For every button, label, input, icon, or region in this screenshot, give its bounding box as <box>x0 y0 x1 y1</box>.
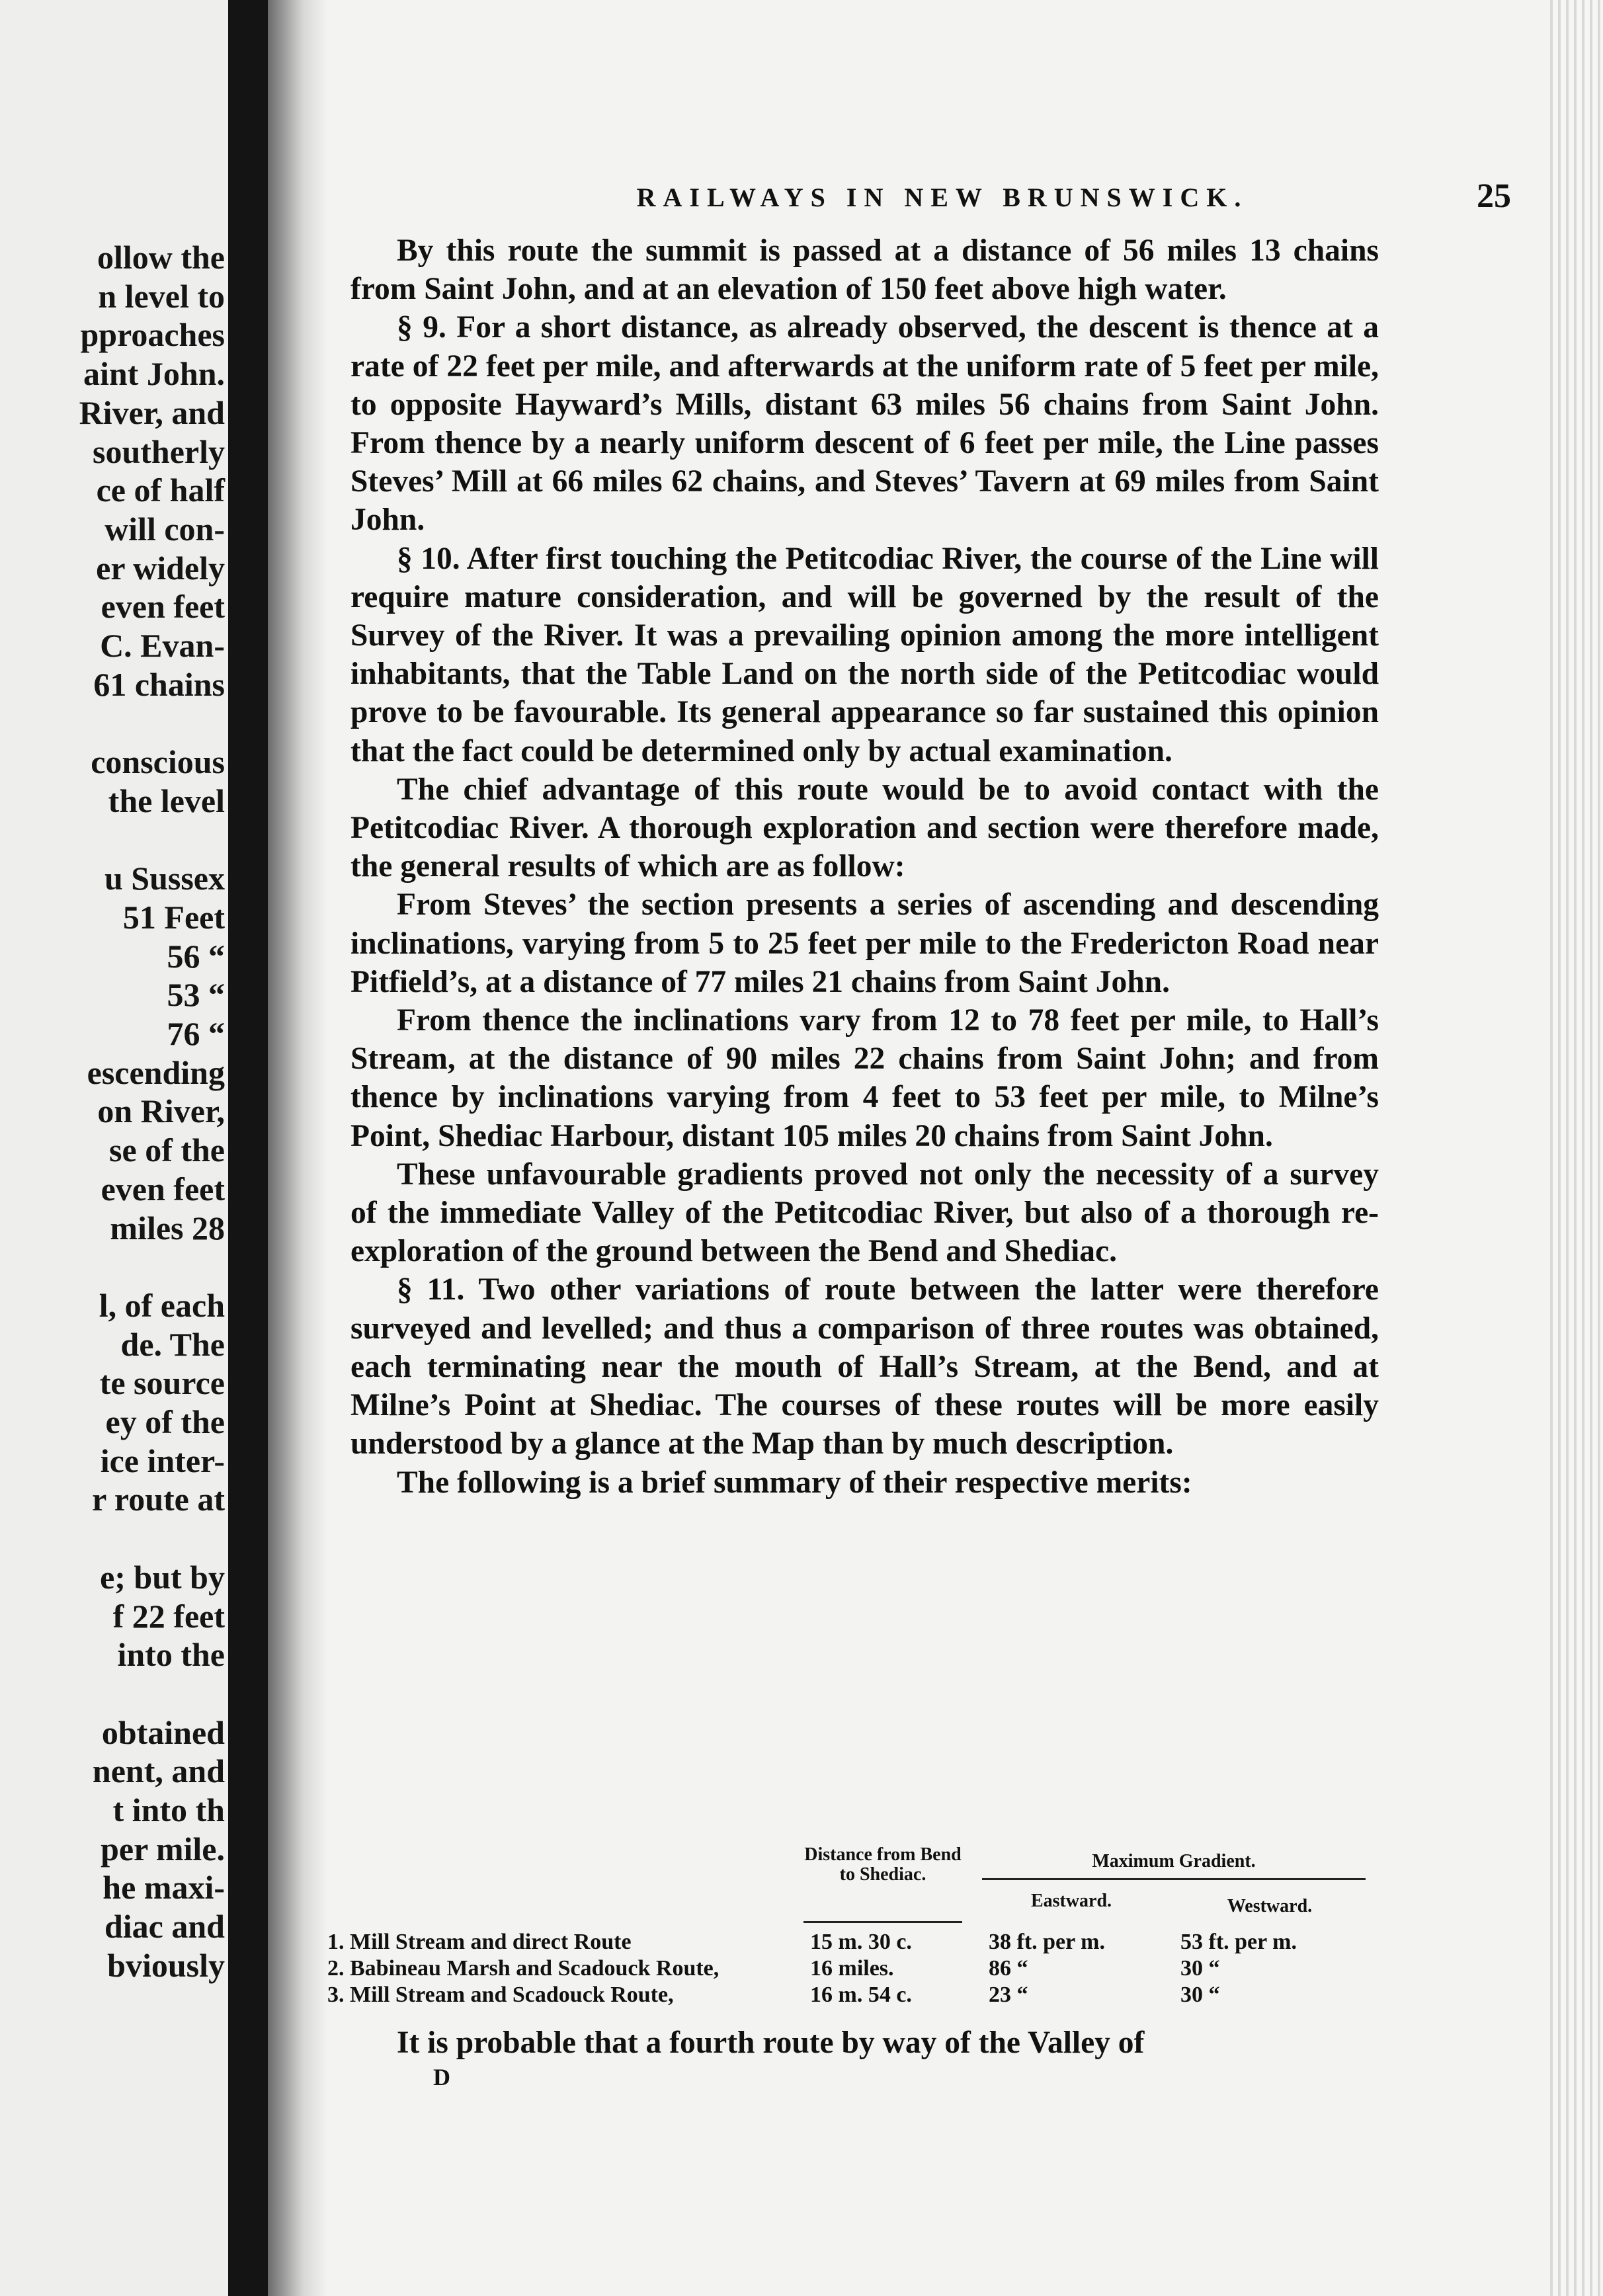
facing-page-line: he maxi- <box>103 1869 225 1906</box>
paragraph: By this route the summit is passed at a distance of 56 miles 13 chains from Saint John, and at an elevation of 150 feet above high water. <box>350 233 1379 307</box>
book-gutter <box>228 0 268 2296</box>
facing-page-line: 56 “ <box>167 937 225 975</box>
route-distance: 16 m. 54 c. <box>810 1983 912 2007</box>
paragraph: The chief advantage of this route would be to avoid contact with the Petitcodiac River. A thorough exploration and section were therefore made, the general results of which are as follow: <box>350 772 1379 884</box>
facing-page-line: on River, <box>97 1092 225 1130</box>
table-row <box>327 1983 1379 2009</box>
route-name: 2. Babineau Marsh and Scadouck Route, <box>327 1956 719 1981</box>
table-row <box>327 1930 1379 1956</box>
paragraph: From Steves’ the section presents a series of ascending and descending inclinations, varying from 5 to 25 feet per mile to the Fredericton Road near Pitfield’s, at a distance of 77 miles 21 chains from Saint John. <box>350 887 1379 999</box>
facing-page-line: southerly <box>93 432 225 470</box>
facing-page-line: even feet <box>101 1170 225 1208</box>
facing-page-line: n level to <box>98 277 225 315</box>
facing-page-line: ce of half <box>96 472 225 509</box>
route-eastward: 23 “ <box>989 1983 1028 2007</box>
paragraph: § 9. For a short distance, as already observed, the descent is thence at a rate of 22 feet per mile, and afterwards at the uniform rate of 5 feet per mile, to opposite Hayward’s Mills, distant 63 miles 56 chains from Saint John. From thence by a nearly uniform descent of 6 feet per mile, the Line passes Steves’ Mill at 66 miles 62 chains, and Steves’ Tavern at 69 miles from Saint John. <box>350 310 1379 538</box>
final-line: It is probable that a fourth route by way of the Valley of <box>397 2026 1145 2060</box>
facing-page-line: ollow the <box>97 239 225 276</box>
route-eastward: 38 ft. per m. <box>989 1930 1105 1954</box>
facing-page-line: te source <box>99 1364 225 1402</box>
paragraph: § 11. Two other variations of route between the latter were therefore surveyed and levelled; and thus a comparison of three routes was obtained, each terminating near the mouth of Hall’s Stream, at the Bend, and at Milne’s Point at Shediac. The courses of these routes will be more easily understood by a glance at the Map than by much description. <box>350 1272 1379 1461</box>
facing-page <box>0 0 238 2296</box>
header-maximum-gradient: Maximum Gradient. <box>1092 1851 1256 1871</box>
facing-page-line: per mile. <box>101 1830 225 1867</box>
facing-page-line: e; but by <box>100 1558 225 1596</box>
facing-page-line: into the <box>117 1636 225 1674</box>
facing-page-line: 53 “ <box>167 976 225 1014</box>
route-westward: 30 “ <box>1180 1983 1220 2007</box>
paragraph: § 10. After first touching the Petitcodiac River, the course of the Line will require mature consideration, and will be governed by the result of the Survey of the River. It was a prevailing opinion among the more intelligent inhabitants, that the Table Land on the north side of the Petitcodiac would prove to be favourable. Its general appearance so far sustained this opinion that the fact could be determined only by actual examination. <box>350 541 1379 768</box>
page-edges <box>1550 0 1603 2296</box>
facing-page-line: l, of each <box>99 1286 225 1324</box>
facing-page-line: u Sussex <box>104 860 225 897</box>
facing-page-line: er widely <box>96 549 225 587</box>
facing-page-line: bviously <box>107 1946 225 1984</box>
facing-page-line: de. The <box>120 1325 225 1363</box>
paragraph: From thence the inclinations vary from 12 to 78 feet per mile, to Hall’s Stream, at the distance of 90 miles 22 chains from Saint John; and from thence by inclinations varying from 4 feet to 53 feet per mile, to Milne’s Point, Shediac Harbour, distant 105 miles 20 chains from Saint John. <box>350 1003 1379 1153</box>
facing-page-line: nent, and <box>92 1752 225 1790</box>
facing-page-line: 76 “ <box>167 1015 225 1052</box>
route-westward: 53 ft. per m. <box>1180 1930 1297 1954</box>
signature-mark: D <box>433 2064 450 2090</box>
header-eastward: Eastward. <box>1030 1891 1112 1911</box>
facing-page-line: conscious <box>91 743 225 781</box>
facing-page-line: ice inter- <box>100 1442 225 1479</box>
route-eastward: 86 “ <box>989 1956 1028 1981</box>
table-row <box>327 1956 1379 1983</box>
header-rule <box>982 1878 1366 1880</box>
facing-page-line: escending <box>87 1053 225 1091</box>
facing-page-line: 51 Feet <box>122 898 225 936</box>
distance-rule <box>803 1921 962 1923</box>
header-westward: Westward. <box>1227 1896 1313 1916</box>
route-name: 3. Mill Stream and Scadouck Route, <box>327 1983 674 2007</box>
facing-page-line: will con- <box>104 510 225 548</box>
paragraph: These unfavourable gradients proved not only the necessity of a survey of the immediate Valley of the Petitcodiac River, but also of a thorough re-exploration of the ground between the Bend and Shediac. <box>350 1157 1379 1269</box>
facing-page-line: C. Evan- <box>100 627 225 664</box>
route-distance: 16 miles. <box>810 1956 894 1981</box>
facing-page-line: River, and <box>79 393 225 431</box>
facing-page-line: the level <box>108 782 225 819</box>
facing-page-line: ey of the <box>105 1403 225 1440</box>
facing-page-line: pproaches <box>80 316 225 354</box>
facing-page-line: miles 28 <box>110 1209 225 1247</box>
gutter-shadow <box>268 0 327 2296</box>
facing-page-line: se of the <box>109 1131 225 1169</box>
facing-page-line: obtained <box>101 1713 225 1751</box>
facing-page-line: r route at <box>92 1481 225 1518</box>
route-name: 1. Mill Stream and direct Route <box>327 1930 632 1954</box>
facing-page-line: aint John. <box>83 355 225 393</box>
route-westward: 30 “ <box>1180 1956 1220 1981</box>
facing-page-line: f 22 feet <box>112 1597 225 1635</box>
facing-page-line: even feet <box>101 588 225 626</box>
header-distance: Distance from Bend to Shediac. <box>804 1844 962 1885</box>
running-head <box>493 177 1511 222</box>
paragraph: The following is a brief summary of their respective merits: <box>397 1465 1192 1500</box>
facing-page-line: t into th <box>112 1791 225 1828</box>
body-text <box>350 231 1379 1502</box>
facing-page-line: 61 chains <box>93 665 225 703</box>
running-title: RAILWAYS IN NEW BRUNSWICK. <box>636 183 1249 212</box>
page-number: 25 <box>1477 177 1511 215</box>
route-distance: 15 m. 30 c. <box>810 1930 912 1954</box>
facing-page-line: diac and <box>104 1908 225 1946</box>
book-page <box>327 0 1547 2296</box>
